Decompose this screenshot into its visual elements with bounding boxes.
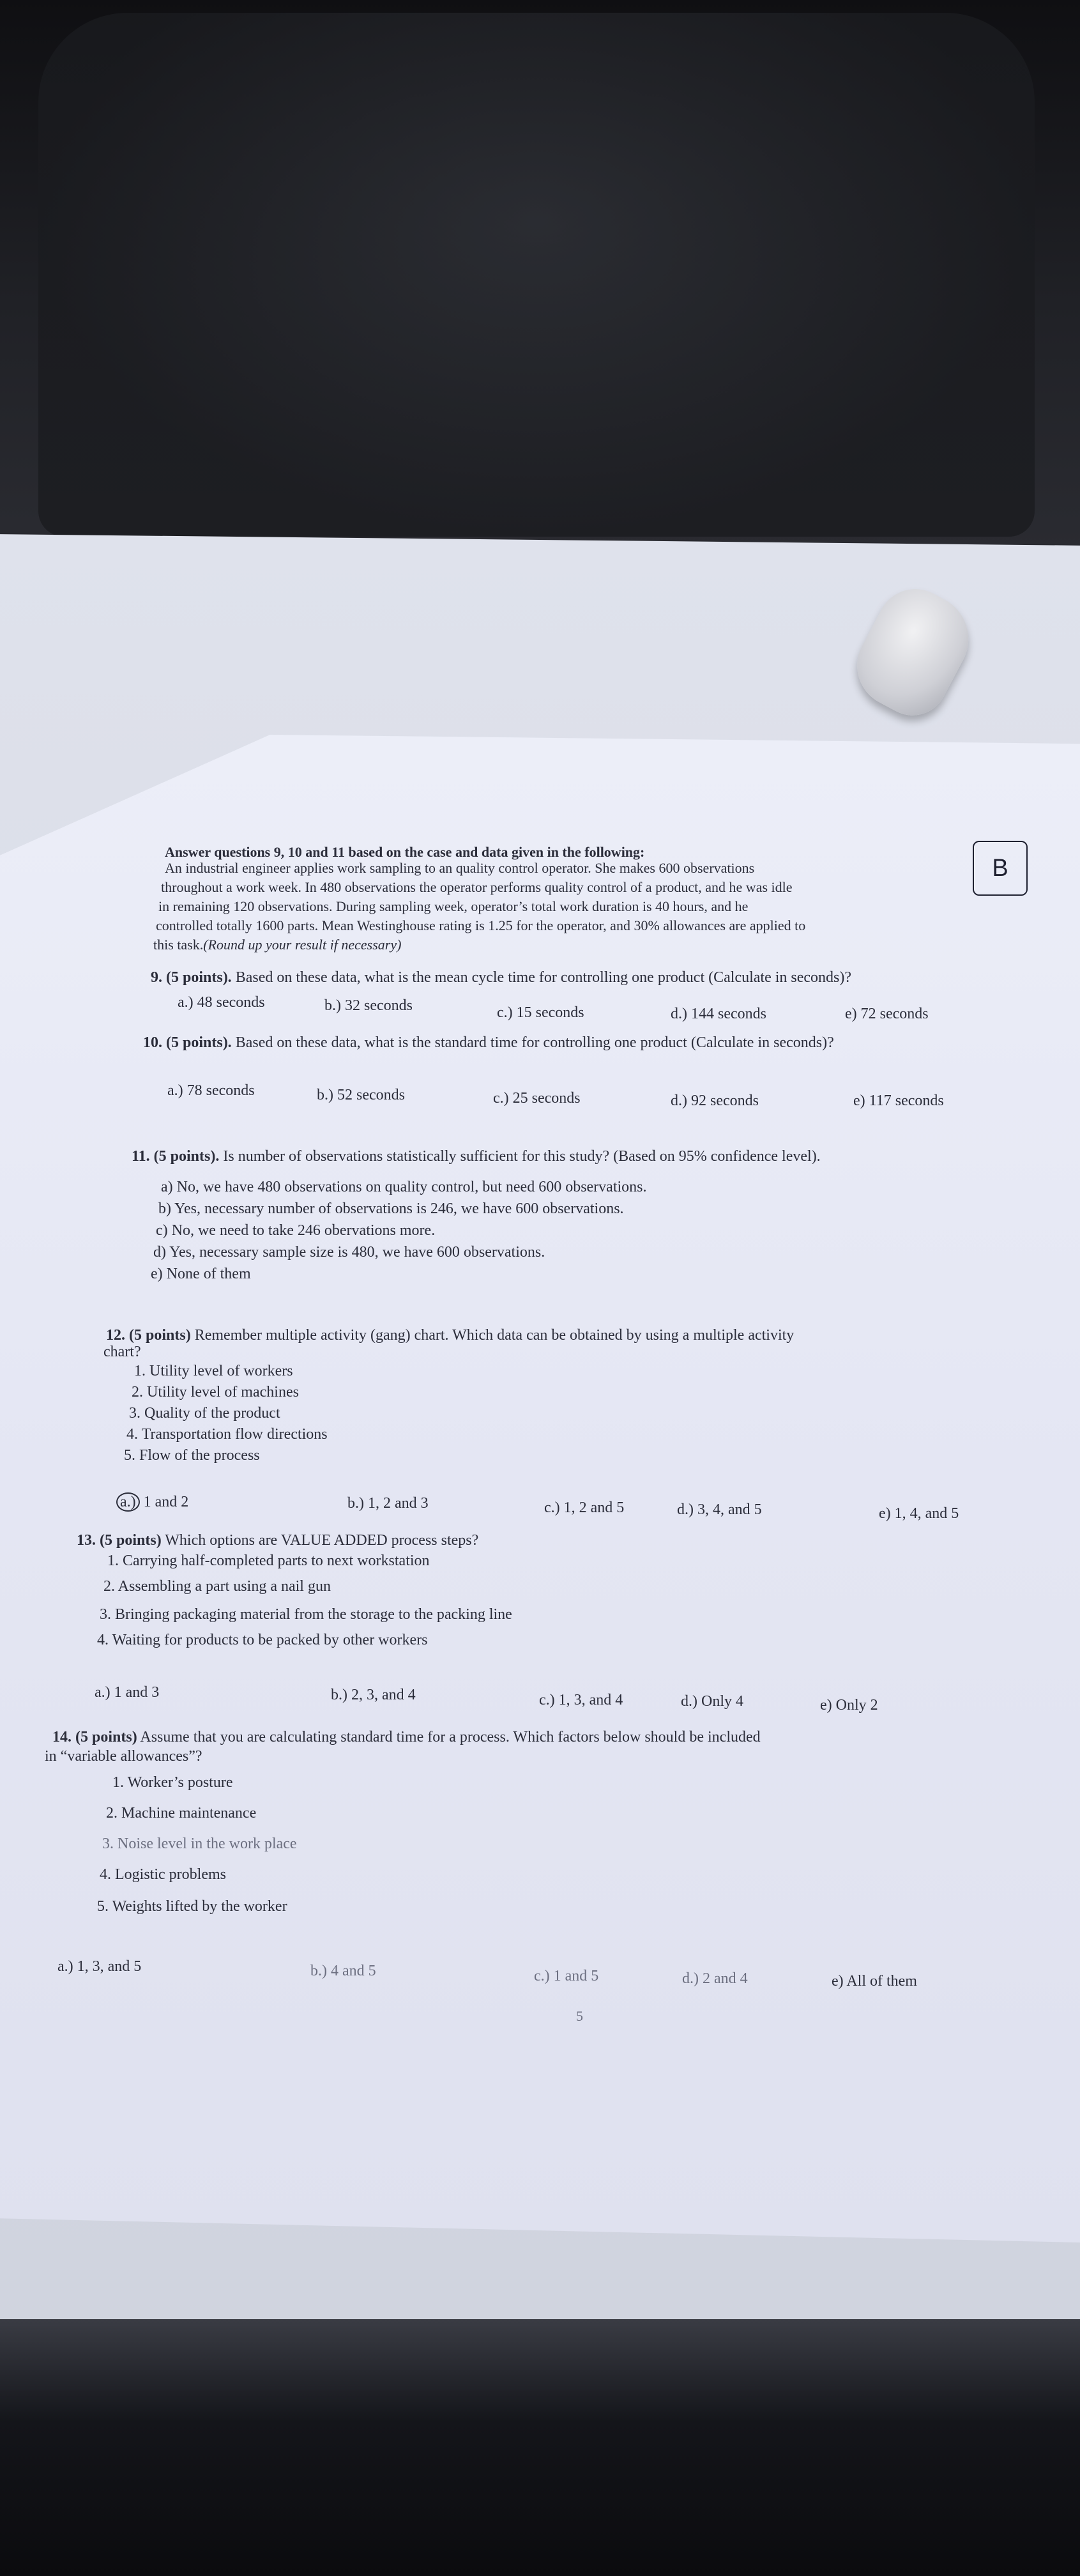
q13-item: 2. Assembling a part using a nail gun <box>103 1578 331 1595</box>
question-text: Based on these data, what is the mean cycle time for controlling one product (Calculate in seconds)? <box>235 969 852 986</box>
q13-item: 4. Waiting for products to be packed by other workers <box>97 1632 428 1648</box>
q13-option-b: b.) 2, 3, and 4 <box>331 1687 416 1703</box>
question-number: 10. (5 points). <box>143 1034 232 1051</box>
q12-option-e: e) 1, 4, and 5 <box>879 1505 959 1522</box>
q12-item: 1. Utility level of workers <box>134 1363 293 1379</box>
question-14 <box>52 1729 761 1746</box>
selected-answer-mark: a.) <box>116 1492 140 1512</box>
q13-item: 3. Bringing packaging material from the storage to the packing line <box>100 1606 512 1623</box>
q12-item: 3. Quality of the product <box>129 1405 280 1422</box>
q9-option-d: d.) 144 seconds <box>671 1006 766 1022</box>
question-text: Remember multiple activity (gang) chart. Which data can be obtained by using a multiple activity <box>194 1327 795 1344</box>
question-number: 13. (5 points) <box>77 1532 162 1549</box>
q14-item: 5. Weights lifted by the worker <box>97 1898 287 1915</box>
q14-option-a: a.) 1, 3, and 5 <box>57 1958 142 1975</box>
q12-option-a-text: 1 and 2 <box>143 1494 189 1510</box>
question-number: 11. (5 points). <box>132 1148 220 1165</box>
q12-option-a <box>116 1492 188 1512</box>
question-11 <box>132 1148 821 1165</box>
question-12 <box>106 1327 794 1344</box>
q10-option-b: b.) 52 seconds <box>317 1087 405 1103</box>
question-10 <box>143 1034 834 1052</box>
q10-option-d: d.) 92 seconds <box>671 1092 759 1109</box>
q13-option-e: e) Only 2 <box>820 1697 878 1713</box>
q13-option-a: a.) 1 and 3 <box>95 1684 160 1701</box>
question-number: 9. (5 points). <box>151 969 232 986</box>
q11-option-a: a) No, we have 480 observations on quality control, but need 600 observations. <box>161 1179 647 1195</box>
q11-option-d: d) Yes, necessary sample size is 480, we have 600 observations. <box>153 1244 545 1261</box>
q14-option-c: c.) 1 and 5 <box>534 1968 599 1984</box>
intro-line: An industrial engineer applies work sampling to an quality control operator. She makes 600 observations <box>165 860 755 876</box>
q10-option-c: c.) 25 seconds <box>493 1090 581 1107</box>
q11-option-b: b) Yes, necessary number of observations is 246, we have 600 observations. <box>158 1200 624 1217</box>
question-14-cont: in “variable allowances”? <box>45 1748 202 1765</box>
q12-item: 5. Flow of the process <box>124 1447 260 1464</box>
q11-option-e: e) None of them <box>151 1266 251 1282</box>
q9-option-c: c.) 15 seconds <box>497 1004 584 1021</box>
intro-line: throughout a work week. In 480 observations the operator performs quality control of a product, and he was idle <box>161 879 793 895</box>
version-badge: B <box>973 841 1028 896</box>
question-number: 12. (5 points) <box>106 1327 191 1344</box>
q12-option-b: b.) 1, 2 and 3 <box>347 1495 429 1512</box>
intro-rounding-note: (Round up your result if necessary) <box>203 937 402 953</box>
intro-heading: Answer questions 9, 10 and 11 based on the case and data given in the following: <box>165 844 645 860</box>
question-13 <box>77 1532 478 1549</box>
q13-option-c: c.) 1, 3, and 4 <box>539 1692 623 1708</box>
q12-item: 2. Utility level of machines <box>132 1384 299 1400</box>
q14-option-b: b.) 4 and 5 <box>310 1963 376 1979</box>
q14-item: 3. Noise level in the work place <box>102 1836 297 1852</box>
q11-option-c: c) No, we need to take 246 obervations more. <box>156 1222 436 1239</box>
q9-option-b: b.) 32 seconds <box>324 997 413 1014</box>
question-9 <box>151 969 851 986</box>
q14-item: 4. Logistic problems <box>100 1866 226 1883</box>
question-text: Which options are VALUE ADDED process steps? <box>165 1532 479 1549</box>
q13-option-d: d.) Only 4 <box>681 1693 743 1710</box>
page-number: 5 <box>576 2008 583 2024</box>
q14-option-e: e) All of them <box>832 1973 917 1989</box>
q12-option-c: c.) 1, 2 and 5 <box>544 1499 625 1516</box>
q14-option-d: d.) 2 and 4 <box>682 1970 748 1987</box>
question-12-cont: chart? <box>103 1344 141 1360</box>
q10-option-a: a.) 78 seconds <box>167 1082 255 1099</box>
q9-option-a: a.) 48 seconds <box>178 994 265 1011</box>
q14-item: 1. Worker’s posture <box>112 1774 233 1791</box>
question-text: Is number of observations statistically sufficient for this study? (Based on 95% confidence level). <box>223 1148 821 1165</box>
q13-item: 1. Carrying half-completed parts to next workstation <box>107 1552 430 1569</box>
question-number: 14. (5 points) <box>52 1729 137 1745</box>
intro-line: controlled totally 1600 parts. Mean Westinghouse rating is 1.25 for the operator, and 30% allowances are applied to <box>156 917 806 933</box>
q12-option-d: d.) 3, 4, and 5 <box>677 1501 762 1518</box>
q14-item: 2. Machine maintenance <box>106 1805 257 1821</box>
intro-line: in remaining 120 observations. During sampling week, operator’s total work duration is 40 hours, and he <box>158 898 749 914</box>
question-text: Assume that you are calculating standard time for a process. Which factors below should be included <box>140 1729 761 1745</box>
intro-line-last <box>153 935 401 955</box>
question-text: Based on these data, what is the standard time for controlling one product (Calculate in seconds)? <box>235 1034 834 1051</box>
q10-option-e: e) 117 seconds <box>853 1092 944 1109</box>
q9-option-e: e) 72 seconds <box>845 1006 929 1022</box>
intro-last-text: this task. <box>153 937 204 953</box>
q12-item: 4. Transportation flow directions <box>126 1426 328 1443</box>
